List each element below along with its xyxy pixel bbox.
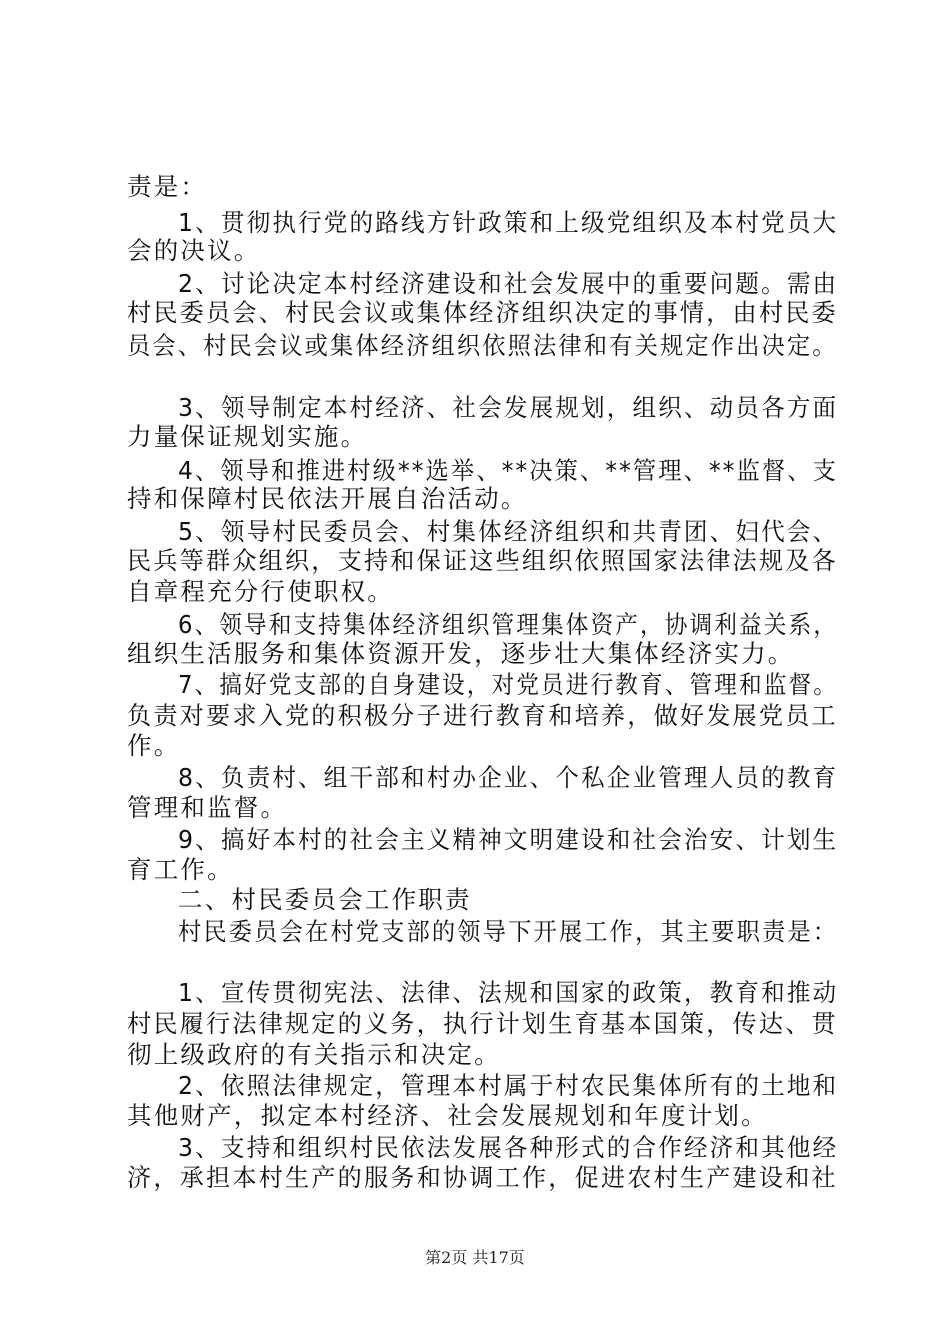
text-line: 持和保障村民依法开展自治活动。 [127, 484, 528, 513]
text-line: 5、领导村民委员会、村集体经济组织和共青团、妇代会、 [178, 517, 839, 546]
text-line: 1、贯彻执行党的路线方针政策和上级党组织及本村党员大 [178, 208, 839, 237]
text-line: 6、领导和支持集体经济组织管理集体资产，协调利益关系， [178, 610, 839, 639]
text-line: 2、依照法律规定，管理本村属于村农民集体所有的土地和 [178, 1071, 839, 1100]
section-heading: 二、村民委员会工作职责 [178, 885, 472, 914]
text-line: 作。 [127, 731, 181, 760]
text-line: 村民委员会在村党支部的领导下开展工作，其主要职责是： [178, 917, 839, 946]
text-line: 责是： [127, 172, 208, 201]
text-line: 自章程充分行使职权。 [127, 577, 394, 606]
text-line: 济，承担本村生产的服务和协调工作，促进农村生产建设和社 [127, 1163, 838, 1192]
text-line: 2、讨论决定本村经济建设和社会发展中的重要问题。需由 [178, 269, 839, 298]
text-line: 民兵等群众组织，支持和保证这些组织依照国家法律法规及各 [127, 546, 838, 575]
text-line: 管理和监督。 [127, 793, 288, 822]
text-line: 3、领导制定本村经济、社会发展规划，组织、动员各方面 [178, 393, 839, 422]
text-line: 4、领导和推进村级**选举、**决策、**管理、**监督、支 [178, 456, 839, 485]
text-line: 彻上级政府的有关指示和决定。 [127, 1040, 501, 1069]
text-line: 其他财产，拟定本村经济、社会发展规划和年度计划。 [127, 1101, 768, 1130]
text-line: 育工作。 [127, 855, 234, 884]
text-line: 组织生活服务和集体资源开发，逐步壮大集体经济实力。 [127, 639, 795, 668]
page-number-footer: 第2页 共17页 [425, 1248, 525, 1267]
text-line: 会的决议。 [127, 236, 261, 265]
text-line: 8、负责村、组干部和村办企业、个私企业管理人员的教育 [178, 763, 839, 792]
text-line: 村民履行法律规定的义务，执行计划生育基本国策，传达、贯 [127, 1009, 838, 1038]
text-line: 员会、村民会议或集体经济组织依照法律和有关规定作出决定。 [127, 331, 838, 360]
text-line: 村民委员会、村民会议或集体经济组织决定的事情，由村民委 [127, 298, 838, 327]
text-line: 9、搞好本村的社会主义精神文明建设和社会治安、计划生 [178, 825, 839, 854]
text-line: 负责对要求入党的积极分子进行教育和培养，做好发展党员工 [127, 701, 838, 730]
text-line: 1、宣传贯彻宪法、法律、法规和国家的政策，教育和推动 [178, 978, 839, 1007]
text-line: 力量保证规划实施。 [127, 422, 368, 451]
text-line: 3、支持和组织村民依法发展各种形式的合作经济和其他经 [178, 1133, 839, 1162]
text-line: 7、搞好党支部的自身建设，对党员进行教育、管理和监督。 [178, 670, 839, 699]
